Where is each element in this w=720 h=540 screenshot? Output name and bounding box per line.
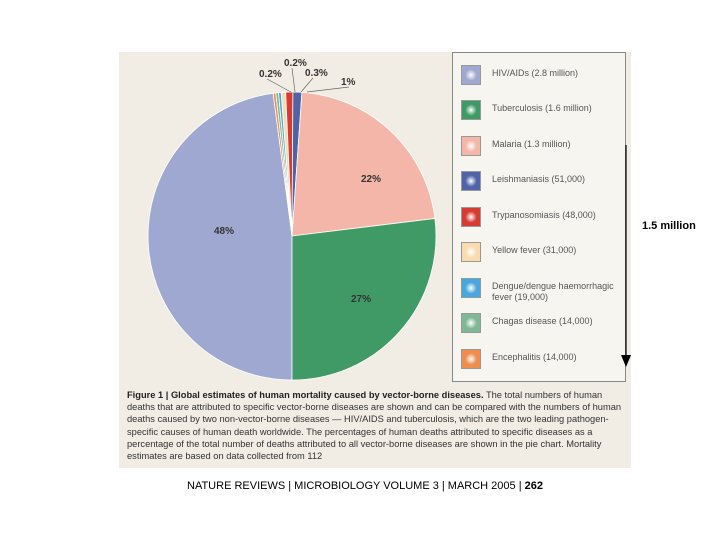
legend-label: Trypanosomiasis (48,000)	[492, 210, 596, 220]
footer-text: NATURE REVIEWS | MICROBIOLOGY VOLUME 3 | MARCH 2005 |	[187, 480, 522, 492]
slice-percent-label: 48%	[214, 226, 235, 237]
slice-percent-label: 0.3%	[305, 68, 328, 79]
legend-label: Malaria (1.3 million)	[492, 139, 571, 149]
slice-percent-label: 0.2%	[284, 58, 307, 69]
legend-swatch	[461, 313, 481, 333]
slice-percent-label: 27%	[351, 294, 372, 305]
legend-label: Chagas disease (14,000)	[492, 316, 593, 326]
legend-label: Yellow fever (31,000)	[492, 245, 577, 255]
legend	[452, 52, 626, 382]
caption-title: Global estimates of human mortality caused by vector-borne diseases.	[170, 390, 484, 400]
caption-text: The total numbers of human deaths that are attributed to specific vector-borne diseases are shown and can be compared with the numbers of human deaths caused by two non-vector-borne diseases — HIV/AIDS and tuberculosis, which are the two leading pathogen-specific causes of human death worldwide. The percentages of human deaths attributed to specific diseases as a percentage of the total number of deaths attributed to all vector-borne diseases are shown in the pie chart. Mortality estimates are based on data collected from 112	[127, 390, 622, 462]
legend-item	[461, 240, 626, 264]
legend-swatch	[461, 136, 481, 156]
legend-swatch	[461, 242, 481, 262]
slice-percent-label: 22%	[361, 174, 382, 185]
footer-citation	[187, 480, 543, 492]
legend-swatch	[461, 278, 481, 298]
side-label: 1.5 million	[642, 220, 696, 232]
legend-item	[461, 98, 626, 122]
down-arrow-icon	[617, 145, 637, 370]
legend-label: Encephalitis (14,000)	[492, 352, 577, 362]
caption-figure-label: Figure 1 |	[127, 390, 169, 400]
legend-item	[461, 134, 626, 158]
footer-page-number: 262	[524, 480, 543, 492]
legend-label: Leishmaniasis (51,000)	[492, 174, 586, 184]
legend-swatch	[461, 349, 481, 369]
legend-swatch	[461, 171, 481, 191]
figure-caption	[127, 389, 623, 462]
legend-label: Dengue/dengue haemorrhagic fever (19,000)	[492, 281, 614, 302]
callout-leader-line	[267, 79, 291, 92]
legend-swatch	[461, 100, 481, 120]
legend-item	[461, 63, 626, 87]
legend-swatch	[461, 207, 481, 227]
figure-panel	[119, 52, 631, 468]
legend-label: Tuberculosis (1.6 million)	[492, 103, 592, 113]
callout-leader-line	[301, 78, 313, 92]
legend-label: HIV/AIDs (2.8 million)	[492, 68, 579, 78]
legend-item	[461, 347, 626, 371]
slice-percent-label: 1%	[341, 77, 356, 88]
legend-item	[461, 205, 626, 229]
legend-swatch	[461, 65, 481, 85]
legend-item	[461, 311, 626, 335]
callout-leader-line	[292, 68, 295, 92]
legend-item	[461, 169, 626, 193]
slice-percent-label: 0.2%	[259, 69, 282, 80]
pie-slice	[292, 92, 435, 236]
legend-item	[461, 276, 626, 300]
